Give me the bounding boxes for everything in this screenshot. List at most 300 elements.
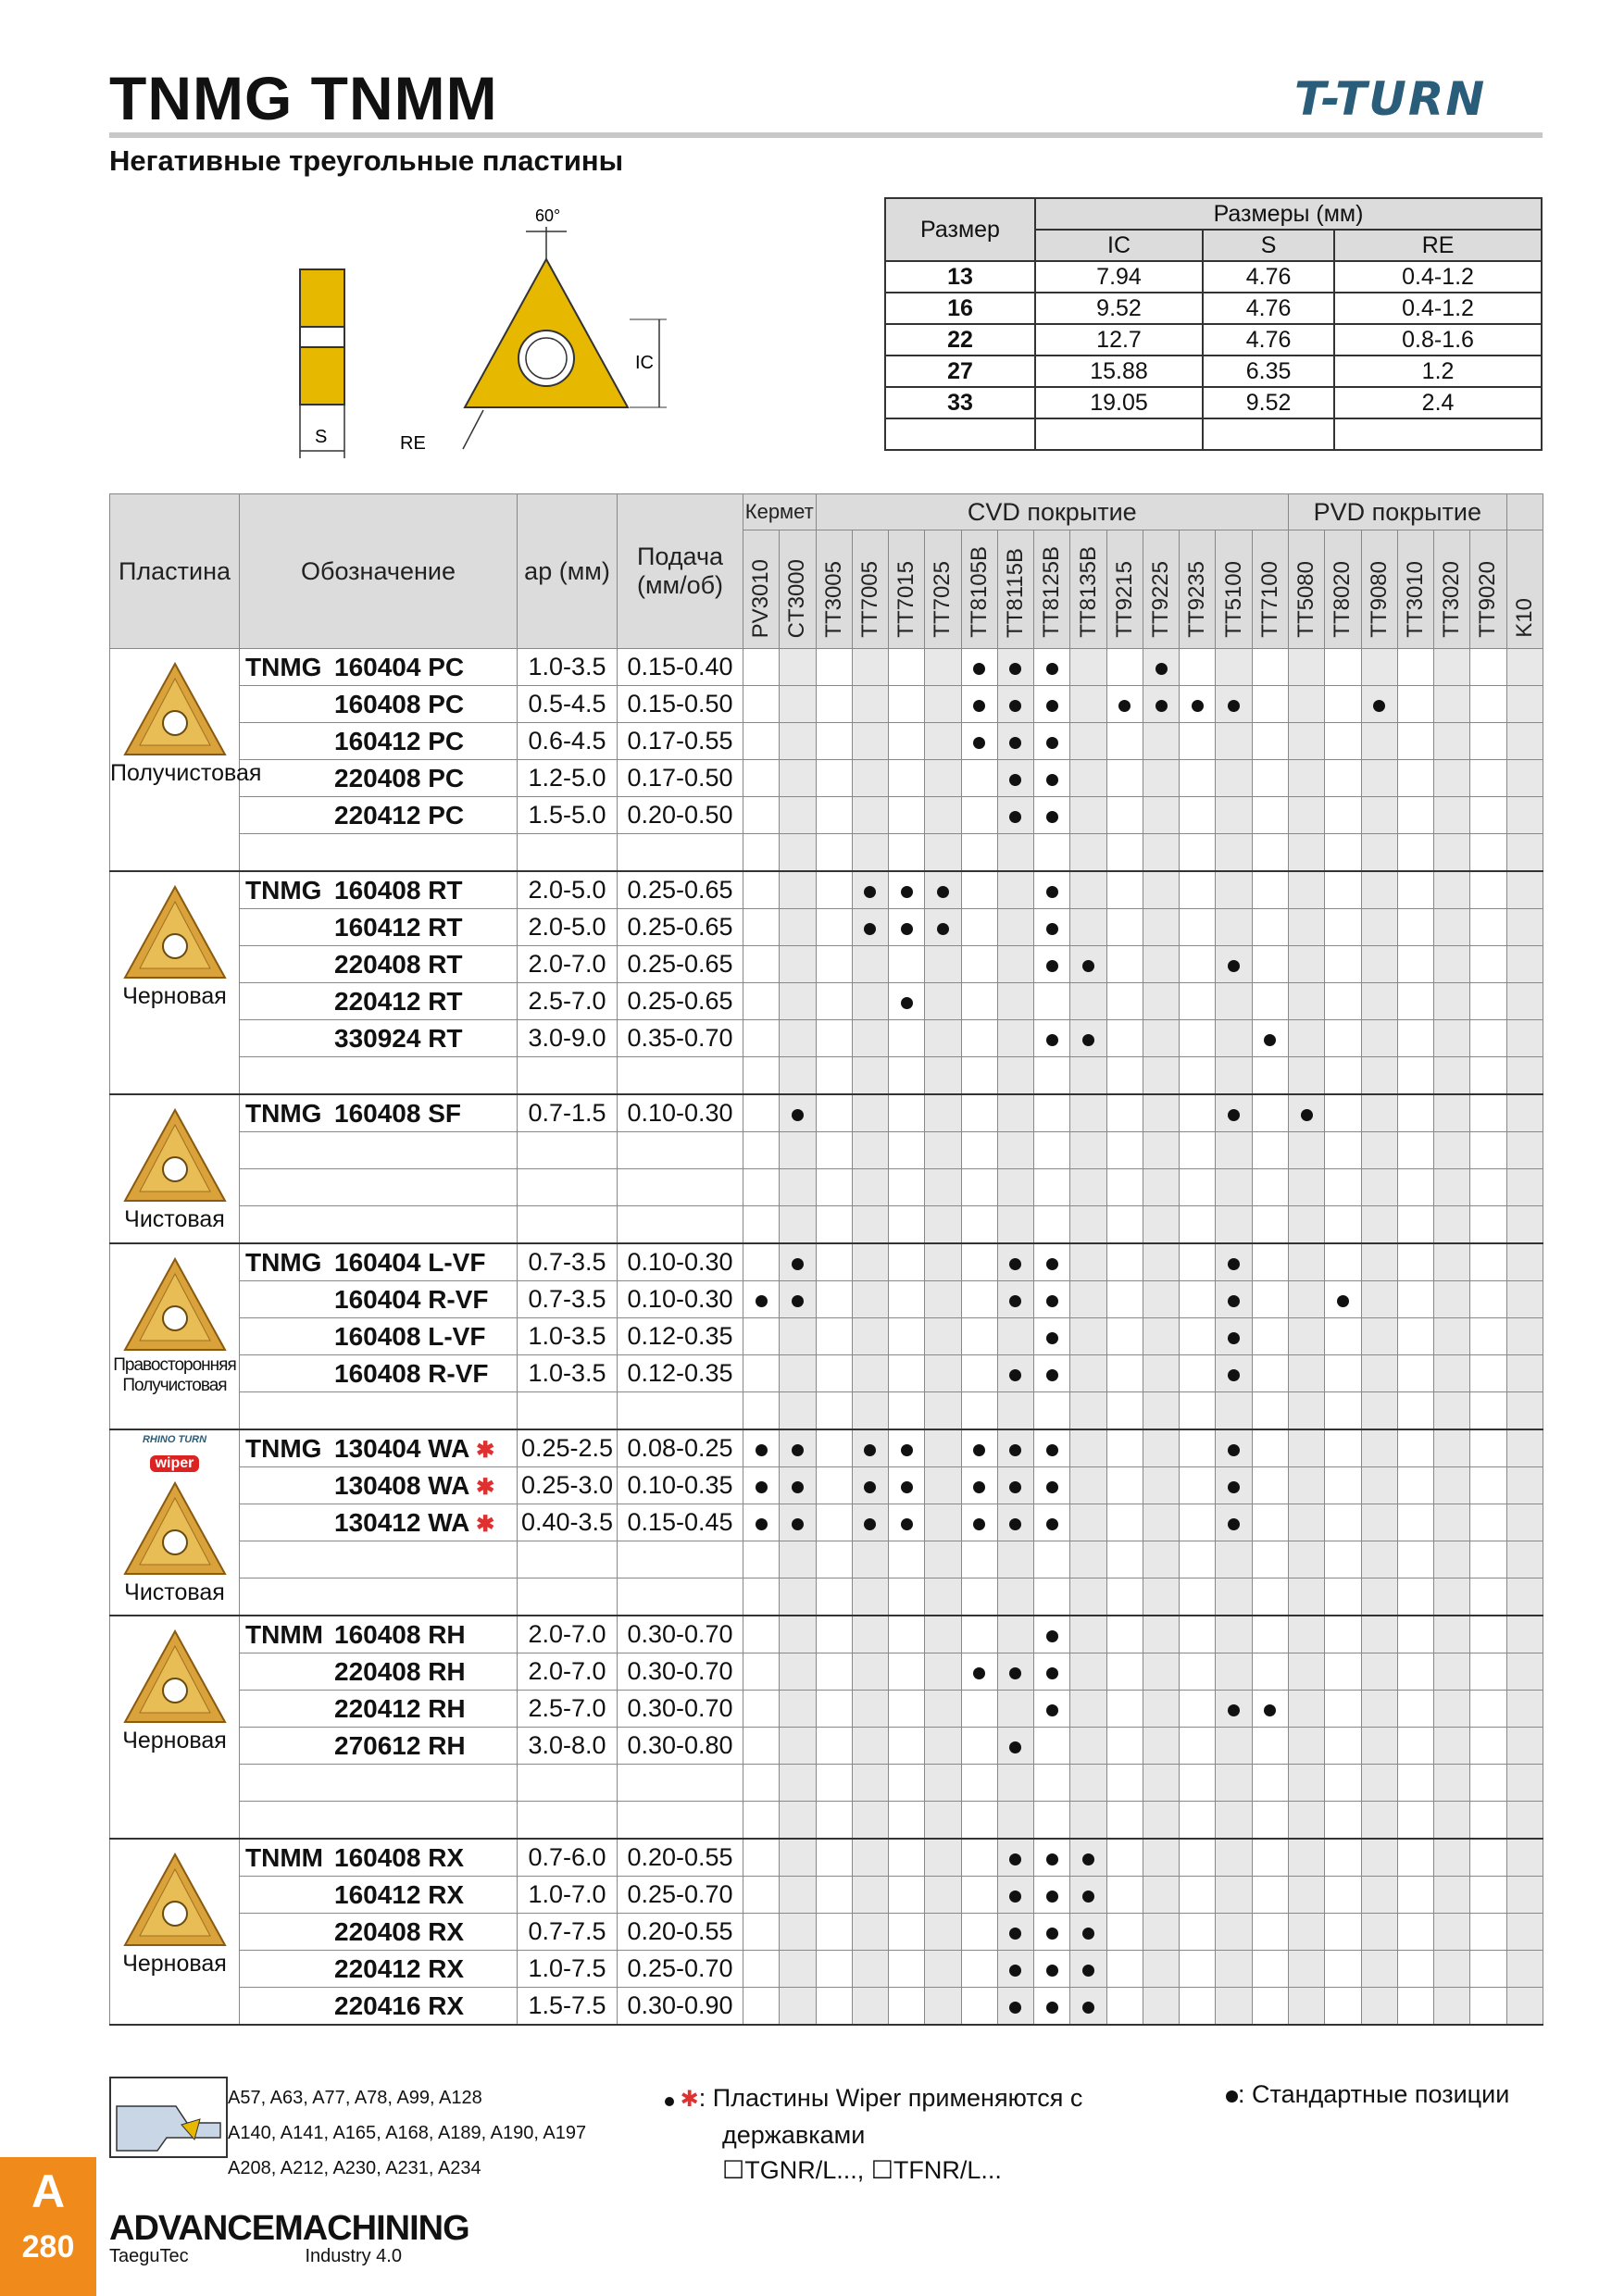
grade-cell (1106, 797, 1143, 834)
page-reference-link[interactable]: A141 (280, 2123, 324, 2143)
grade-cell (925, 1541, 961, 1578)
wiper-badge: wiper (150, 1455, 200, 1472)
brand-right: Industry 4.0 (305, 2246, 402, 2266)
grade-cell (1434, 1206, 1470, 1244)
grade-cell (889, 1653, 925, 1691)
availability-dot-icon (756, 1518, 768, 1530)
grade-cell (1397, 1541, 1433, 1578)
page-letter: A (31, 2165, 66, 2217)
grade-cell (1361, 1020, 1397, 1057)
size-cell-re: 0.4-1.2 (1334, 293, 1542, 324)
grade-cell (1470, 1057, 1506, 1095)
grade-cell (925, 1839, 961, 1877)
grade-cell (1506, 1951, 1543, 1988)
grade-cell (1325, 1802, 1361, 1840)
page-reference-link[interactable]: A128 (439, 2088, 482, 2108)
size-cell-re: 0.4-1.2 (1334, 261, 1542, 293)
grade-cell (1397, 1988, 1433, 2026)
availability-dot-icon (1046, 1965, 1058, 1977)
availability-dot-icon (1046, 2002, 1058, 2014)
grade-cell (1070, 983, 1106, 1020)
grade-cell (1289, 1318, 1325, 1355)
grade-cell (997, 760, 1033, 797)
grade-cell (816, 1429, 852, 1467)
grade-cell (780, 1653, 816, 1691)
table-row (110, 1057, 1543, 1095)
grade-cell (1397, 686, 1433, 723)
grade-cell (1325, 1094, 1361, 1132)
grade-cell (1180, 1951, 1216, 1988)
feed-cell: 0.25-0.65 (618, 909, 743, 946)
grade-cell (961, 1541, 997, 1578)
grade-cell (961, 1392, 997, 1430)
grade-cell (816, 1541, 852, 1578)
grade-cell (1070, 946, 1106, 983)
grade-cell (925, 723, 961, 760)
grade-cell (1034, 1020, 1070, 1057)
table-row (110, 1392, 1543, 1430)
grade-cell (743, 1877, 780, 1914)
grade-cell (889, 1914, 925, 1951)
designation-code: 160412 RX (334, 1879, 465, 1909)
page-reference-link[interactable]: A234 (437, 2158, 481, 2178)
grade-cell (997, 983, 1033, 1020)
grade-cell (1070, 1877, 1106, 1914)
grade-cell (1506, 1355, 1543, 1392)
grade-cell (1434, 1057, 1470, 1095)
grade-cell (1470, 1691, 1506, 1728)
grade-cell (1434, 1392, 1470, 1430)
grade-cell (852, 1057, 888, 1095)
grade-cell (1397, 1355, 1433, 1392)
grade-cell (889, 1578, 925, 1616)
ap-cell: 2.0-7.0 (518, 1616, 618, 1653)
grade-cell (1143, 1728, 1179, 1765)
grade-cell (1470, 686, 1506, 723)
grade-cell (816, 909, 852, 946)
grade-cell (1434, 1914, 1470, 1951)
availability-dot-icon (1082, 1965, 1094, 1977)
designation-prefix: TNMG (245, 1247, 322, 1277)
grade-cell (1070, 1504, 1106, 1541)
designation-prefix: TNMG (245, 875, 322, 905)
grade-cell (961, 1802, 997, 1840)
group-cvd: CVD покрытие (816, 494, 1288, 530)
page-reference-link[interactable]: A57 (228, 2088, 261, 2108)
grade-cell (1325, 1318, 1361, 1355)
feed-cell: 0.17-0.50 (618, 760, 743, 797)
grade-cell (1106, 871, 1143, 909)
size-cell-size: 27 (885, 356, 1035, 387)
size-cell-s: 9.52 (1203, 387, 1334, 418)
grade-cell (816, 1467, 852, 1504)
grade-cell (1034, 1429, 1070, 1467)
grade-cell (925, 1914, 961, 1951)
page-reference-link[interactable]: A190 (490, 2123, 534, 2143)
insert-image-cell (110, 1429, 240, 1616)
page-reference-link[interactable]: A231 (385, 2158, 429, 2178)
grade-cell (743, 723, 780, 760)
grade-cell (1397, 1206, 1433, 1244)
grade-cell (1397, 797, 1433, 834)
grade-cell (1434, 1243, 1470, 1281)
grade-cell (1506, 649, 1543, 686)
page-reference-link[interactable]: A78 (354, 2088, 388, 2108)
grade-cell (889, 1802, 925, 1840)
size-cell-ic: 9.52 (1035, 293, 1203, 324)
page-reference-link[interactable]: A165 (332, 2123, 377, 2143)
page-reference-link[interactable]: A63 (269, 2088, 304, 2108)
grade-cell (1434, 1802, 1470, 1840)
availability-dot-icon (973, 1481, 985, 1493)
page-reference-link[interactable]: A208 (228, 2158, 271, 2178)
grade-cell (816, 1616, 852, 1653)
grade-cell (997, 1355, 1033, 1392)
grade-cell (816, 1355, 852, 1392)
size-row (885, 356, 1542, 387)
grade-cell (1470, 1020, 1506, 1057)
grade-cell (1070, 1914, 1106, 1951)
availability-dot-icon (792, 1295, 804, 1307)
grade-cell (1397, 1578, 1433, 1616)
grade-cell (1361, 1765, 1397, 1802)
designation-cell (240, 909, 518, 946)
col-insert: Пластина (110, 494, 240, 649)
grade-cell (743, 871, 780, 909)
rhino-turn-badge: RHINO TURN (142, 1434, 207, 1445)
availability-dot-icon (864, 1518, 876, 1530)
grade-cell (1216, 1691, 1252, 1728)
designation-code: 160404 PC (334, 652, 465, 681)
feed-cell: 0.10-0.30 (618, 1281, 743, 1318)
availability-dot-icon (1009, 1295, 1021, 1307)
grade-cell (780, 909, 816, 946)
ap-cell (518, 1802, 618, 1840)
page-reference-link[interactable]: A197 (543, 2123, 587, 2143)
col-ap: ap (мм) (518, 494, 618, 649)
grade-cell (1070, 1765, 1106, 1802)
availability-dot-icon (1228, 1704, 1240, 1716)
grade-cell (1325, 1169, 1361, 1206)
grade-cell (1034, 1541, 1070, 1578)
designation-cell (240, 1467, 518, 1504)
grade-cell (1397, 1429, 1433, 1467)
grade-label: TT5100 (1220, 561, 1246, 638)
feed-cell (618, 1765, 743, 1802)
insert-icon (119, 1104, 231, 1206)
page-reference-link[interactable]: A168 (385, 2123, 429, 2143)
grade-cell (1252, 909, 1288, 946)
designation-code: 220412 RH (334, 1693, 466, 1723)
grade-cell (1143, 1802, 1179, 1840)
grade-cell (889, 834, 925, 872)
size-cell-ic (1035, 418, 1203, 450)
grade-cell (997, 1802, 1033, 1840)
ic-header: IC (1035, 230, 1203, 261)
designation-code: 160404 L-VF (334, 1247, 486, 1277)
grade-cell (1361, 760, 1397, 797)
designation-cell (240, 1504, 518, 1541)
grade-cell (1034, 909, 1070, 946)
grade-cell (1252, 723, 1288, 760)
ap-cell (518, 1132, 618, 1169)
grade-cell (1216, 983, 1252, 1020)
grade-cell (1361, 1914, 1397, 1951)
designation-code: 220408 RX (334, 1916, 465, 1946)
insert-icon (119, 881, 231, 983)
feed-cell: 0.25-0.70 (618, 1951, 743, 1988)
size-cell-size: 22 (885, 324, 1035, 356)
grade-cell (889, 1243, 925, 1281)
page-reference-link[interactable]: A189 (437, 2123, 481, 2143)
size-cell-size: 13 (885, 261, 1035, 293)
grade-cell (1070, 686, 1106, 723)
grade-cell (1106, 1877, 1143, 1914)
grade-cell (1216, 946, 1252, 983)
grade-cell (743, 1318, 780, 1355)
grade-cell (1070, 1616, 1106, 1653)
grade-cell (1506, 1691, 1543, 1728)
availability-dot-icon (973, 1667, 985, 1679)
designation-prefix: TNMG (245, 652, 322, 681)
grade-cell (743, 1914, 780, 1951)
grade-cell (780, 1877, 816, 1914)
page-reference-link[interactable]: A212 (280, 2158, 324, 2178)
grade-cell (1070, 760, 1106, 797)
grade-cell (1143, 1429, 1179, 1467)
grade-cell (997, 1504, 1033, 1541)
grade-cell (1289, 723, 1325, 760)
grade-cell (1325, 760, 1361, 797)
grade-cell (925, 1578, 961, 1616)
grade-cell (1361, 649, 1397, 686)
grade-cell (997, 1541, 1033, 1578)
grade-cell (1106, 1578, 1143, 1616)
grade-cell (1434, 946, 1470, 983)
grade-cell (889, 1132, 925, 1169)
page-reference-link[interactable]: A140 (228, 2123, 271, 2143)
designation-cell (240, 1951, 518, 1988)
grade-cell (925, 760, 961, 797)
grade-cell (1361, 1243, 1397, 1281)
grade-cell (889, 1355, 925, 1392)
ap-cell (518, 1765, 618, 1802)
grade-cell (780, 1691, 816, 1728)
grade-cell (1106, 909, 1143, 946)
grade-cell (961, 1839, 997, 1877)
ap-cell (518, 1057, 618, 1095)
grade-cell (1252, 1914, 1288, 1951)
table-row (110, 1578, 1543, 1616)
grade-cell (1397, 1020, 1433, 1057)
grade-cell (1070, 1243, 1106, 1281)
page-reference-link[interactable]: A230 (332, 2158, 377, 2178)
availability-dot-icon (864, 923, 876, 935)
grade-cell (925, 834, 961, 872)
grade-cell (961, 1467, 997, 1504)
feed-cell: 0.08-0.25 (618, 1429, 743, 1467)
grade-header (925, 530, 961, 649)
grade-cell (1034, 1653, 1070, 1691)
availability-dot-icon (1082, 1034, 1094, 1046)
grade-cell (1397, 1169, 1433, 1206)
grade-cell (1180, 1988, 1216, 2026)
grade-cell (1070, 909, 1106, 946)
grade-cell (1325, 909, 1361, 946)
page-reference-link[interactable]: A77 (312, 2088, 345, 2108)
grade-cell (1289, 649, 1325, 686)
availability-dot-icon (1046, 1518, 1058, 1530)
grade-cell (1434, 1541, 1470, 1578)
grade-cell (1252, 1392, 1288, 1430)
group-cermet: Кермет (743, 494, 817, 530)
grade-cell (1106, 1392, 1143, 1430)
availability-dot-icon (973, 663, 985, 675)
grade-cell (852, 686, 888, 723)
designation-code: 220412 RT (334, 986, 463, 1016)
asterisk-icon: ✱ (476, 1511, 495, 1537)
grade-cell (961, 871, 997, 909)
designation-cell (240, 797, 518, 834)
grade-cell (1106, 946, 1143, 983)
grade-cell (1470, 1616, 1506, 1653)
designation-prefix: TNMM (245, 1619, 323, 1649)
grade-cell (1397, 760, 1433, 797)
grade-cell (1506, 797, 1543, 834)
availability-dot-icon (1009, 1667, 1021, 1679)
dot-icon (665, 2097, 674, 2106)
grade-cell (1434, 1988, 1470, 2026)
grade-cell (1470, 1169, 1506, 1206)
availability-dot-icon (901, 997, 913, 1009)
table-row (110, 1206, 1543, 1244)
grade-cell (1216, 1802, 1252, 1840)
grade-header (743, 530, 780, 649)
grade-cell (925, 1281, 961, 1318)
table-row (110, 871, 1543, 909)
grade-cell (1180, 1914, 1216, 1951)
grade-cell (1070, 1020, 1106, 1057)
grade-cell (1470, 1802, 1506, 1840)
asterisk-icon: ✱ (476, 1474, 495, 1500)
grade-cell (1034, 946, 1070, 983)
availability-dot-icon (1082, 1890, 1094, 1903)
grade-cell (1034, 686, 1070, 723)
grade-cell (961, 1243, 997, 1281)
grade-cell (1397, 871, 1433, 909)
ap-cell (518, 1206, 618, 1244)
grade-cell (1470, 1541, 1506, 1578)
designation-code: 160408 R-VF (334, 1358, 489, 1388)
table-row (110, 1653, 1543, 1691)
grade-cell (1252, 1765, 1288, 1802)
grade-cell (1106, 1988, 1143, 2026)
grade-cell (1361, 723, 1397, 760)
grade-cell (1361, 1429, 1397, 1467)
grade-cell (925, 686, 961, 723)
ap-cell: 0.7-6.0 (518, 1839, 618, 1877)
grade-cell (1361, 871, 1397, 909)
grade-cell (889, 909, 925, 946)
grade-cell (925, 1877, 961, 1914)
grade-cell (1216, 1765, 1252, 1802)
grade-cell (780, 1057, 816, 1095)
size-cell-re (1334, 418, 1542, 450)
availability-dot-icon (1009, 1481, 1021, 1493)
grade-cell (852, 1392, 888, 1430)
grade-cell (743, 1429, 780, 1467)
grade-cell (997, 834, 1033, 872)
grade-label: TT8125B (1039, 546, 1065, 638)
grade-cell (1216, 1914, 1252, 1951)
grade-cell (1216, 1355, 1252, 1392)
ap-cell: 0.25-3.0 (518, 1467, 618, 1504)
grade-cell (780, 1020, 816, 1057)
page-reference-link[interactable]: A99 (396, 2088, 431, 2108)
grade-cell (1180, 946, 1216, 983)
insert-type-label: Правосторонняя Получистовая (113, 1355, 236, 1395)
grade-header (1361, 530, 1397, 649)
ap-cell: 1.0-7.5 (518, 1951, 618, 1988)
grade-cell (997, 1243, 1033, 1281)
grade-cell (852, 1243, 888, 1281)
availability-dot-icon (1228, 700, 1240, 712)
size-cell-s: 4.76 (1203, 324, 1334, 356)
grade-cell (1106, 1728, 1143, 1765)
ap-cell (518, 1541, 618, 1578)
grade-cell (1216, 1318, 1252, 1355)
grade-cell (852, 983, 888, 1020)
size-row (885, 387, 1542, 418)
grade-cell (1325, 1467, 1361, 1504)
grade-cell (1143, 1765, 1179, 1802)
grade-cell (1216, 1578, 1252, 1616)
grade-cell (1506, 1765, 1543, 1802)
grade-cell (961, 1206, 997, 1244)
feed-cell: 0.30-0.70 (618, 1653, 743, 1691)
grade-cell (961, 1578, 997, 1616)
grade-cell (1289, 1988, 1325, 2026)
table-row (110, 1467, 1543, 1504)
table-row (110, 1951, 1543, 1988)
grade-cell (1397, 1057, 1433, 1095)
grade-label: TT5080 (1293, 561, 1319, 638)
grade-cell (1470, 1281, 1506, 1318)
grade-cell (852, 1429, 888, 1467)
s-label: S (315, 427, 328, 447)
grade-cell (780, 1281, 816, 1318)
availability-dot-icon (1046, 1444, 1058, 1456)
grade-cell (852, 1616, 888, 1653)
grade-cell (1106, 1914, 1143, 1951)
grade-cell (925, 983, 961, 1020)
grade-cell (997, 1467, 1033, 1504)
availability-dot-icon (1264, 1704, 1276, 1716)
grade-cell (1470, 1318, 1506, 1355)
grade-cell (743, 649, 780, 686)
availability-dot-icon (1009, 1258, 1021, 1270)
grade-cell (925, 1653, 961, 1691)
group-blank (1506, 494, 1543, 530)
grade-cell (1034, 983, 1070, 1020)
availability-dot-icon (1082, 1853, 1094, 1866)
availability-dot-icon (1046, 1890, 1058, 1903)
grade-cell (1143, 1541, 1179, 1578)
grade-cell (997, 1318, 1033, 1355)
designation-prefix: TNMM (245, 1842, 323, 1872)
grade-cell (1252, 1094, 1288, 1132)
size-row (885, 293, 1542, 324)
